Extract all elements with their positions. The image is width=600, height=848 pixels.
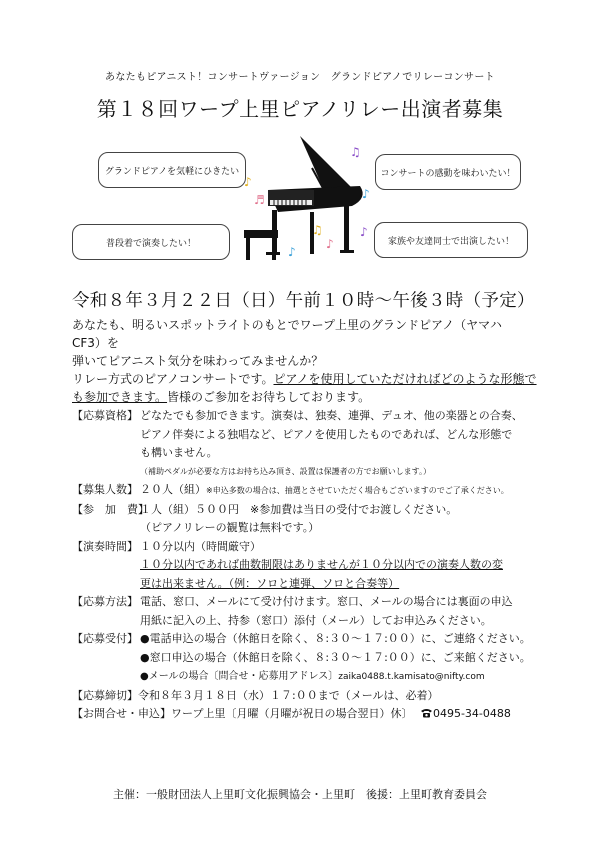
fee-value: １人（組）５００円 ※参加費は当日の受付でお渡しください。	[140, 502, 458, 516]
intro-line	[72, 370, 542, 388]
eligibility-note: （補助ペダルが必要な方はお持ち込み頂き、設置は保護者の方でお願いします。）	[140, 466, 432, 476]
method-line: 用紙に記入の上、持参（窓口）添付（メール）してお申込みください。	[140, 613, 492, 627]
fee-label: 【参 加 費】	[72, 502, 149, 516]
contact-line	[72, 705, 552, 724]
time-row	[72, 538, 552, 557]
svg-text:♪: ♪	[244, 175, 252, 189]
event-date: 令和８年３月２２日（日）午前１０時〜午後３時（予定）	[72, 291, 535, 311]
organizer-footer: 主催：一般財団法人上里町文化振興協会・上里町 後援：上里町教育委員会	[113, 788, 487, 801]
page-title: 第１８回ワープ上里ピアノリレー出演者募集	[96, 97, 504, 121]
time-value: １０分以内（時間厳守）	[140, 539, 261, 553]
eligibility-value: どなたでも参加できます。演奏は、独奏、連弾、デュオ、他の楽器との合奏、	[140, 409, 523, 422]
contact-text: 【お問合せ・申込】ワープ上里〔月曜（月曜が祝日の場合翌日）休〕	[72, 707, 413, 720]
capacity-note: ※申込多数の場合は、抽選とさせていただく場合もございますのでご了承ください。	[206, 486, 509, 495]
bubble-bottom-right	[374, 222, 528, 258]
reception-email-line	[72, 667, 552, 687]
bubble-text: グランドピアノを気軽にひきたい	[104, 166, 240, 177]
bubble-top-left	[98, 152, 246, 188]
intro-text-plain: リレー方式のピアノコンサートです。	[72, 372, 274, 386]
method-label: 【応募方法】	[72, 595, 138, 608]
capacity-value: ２０人（組）	[140, 483, 206, 496]
time-line: １０分以内であれば曲数制限はありませんが１０分以内での演奏人数の変	[140, 558, 503, 571]
application-details	[72, 407, 552, 724]
bubble-text: 普段着で演奏したい！	[105, 238, 196, 249]
svg-text:♪: ♪	[326, 237, 334, 251]
eligibility-line: も構いません。	[140, 446, 218, 459]
svg-text:♪: ♪	[288, 245, 296, 259]
capacity-label: 【募集人数】	[72, 483, 138, 496]
reception-row	[72, 630, 552, 649]
contact-phone: 0495-34-0488	[432, 707, 511, 720]
intro-text	[72, 316, 542, 406]
svg-text:♫: ♫	[312, 223, 323, 237]
fee-note: （ピアノリレーの観覧は無料です。）	[140, 521, 320, 534]
method-value: 電話、窓口、メールにて受け付けます。窓口、メールの場合には裏面の申込	[140, 595, 513, 608]
reception-phone: ●電話申込の場合（休館日を除く、８:３０〜１７:００）に、ご連絡ください。	[140, 632, 531, 645]
bubble-text: 家族や友達同士で出演したい！	[387, 236, 514, 247]
svg-text:♪: ♪	[362, 187, 370, 201]
svg-text:♪: ♪	[360, 225, 368, 239]
eligibility-line: ピアノ伴奏による独唱など、ピアノを使用したものであれば、どんな形態で	[140, 427, 513, 441]
reception-email-label: ●メールの場合〔問合せ・応募用アドレス〕	[140, 671, 339, 682]
svg-text:♬: ♬	[254, 193, 265, 207]
intro-text-underlined: ピアノを使用していただければどのような形態で	[273, 372, 537, 386]
grand-piano-illustration	[240, 128, 380, 276]
intro-line: あなたも、明るいスポットライトのもとでワープ上里のグランドピアノ（ヤマハ CF3）を	[72, 318, 514, 350]
time-label: 【演奏時間】	[72, 539, 138, 553]
time-line: 更は出来ません。（例：ソロと連弾、ソロと合奏等）	[140, 576, 400, 590]
intro-text-underlined: も参加できます。	[72, 390, 168, 404]
svg-text:♫: ♫	[350, 145, 361, 159]
bubble-bottom-left	[72, 224, 230, 260]
reception-label: 【応募受付】	[72, 632, 138, 645]
eligibility-label: 【応募資格】	[72, 409, 138, 422]
event-subtitle: あなたもピアニスト！コンサートヴァージョン グランドピアノでリレーコンサート	[105, 72, 495, 83]
method-row	[72, 593, 552, 612]
bubble-top-right	[375, 154, 521, 190]
intro-line: 弾いてピアニスト気分を味わってみませんか？	[72, 354, 324, 368]
intro-line	[72, 388, 542, 406]
phone-icon	[420, 708, 433, 718]
capacity-row	[72, 481, 552, 501]
reception-email-address: zaika0488.t.kamisato@nifty.com	[338, 672, 485, 682]
intro-text-plain: 皆様のご参加をお待ちしております。	[167, 390, 371, 404]
bubble-text: コンサートの感動を味わいたい！	[380, 168, 516, 179]
reception-counter: ●窓口申込の場合（休館日を除く、８:３０〜１７:００）に、ご来館ください。	[140, 650, 531, 664]
deadline: 【応募締切】令和８年３月１８日（水）１７:００まで（メールは、必着）	[72, 688, 439, 702]
eligibility-row	[72, 407, 552, 426]
fee-row	[72, 501, 552, 520]
